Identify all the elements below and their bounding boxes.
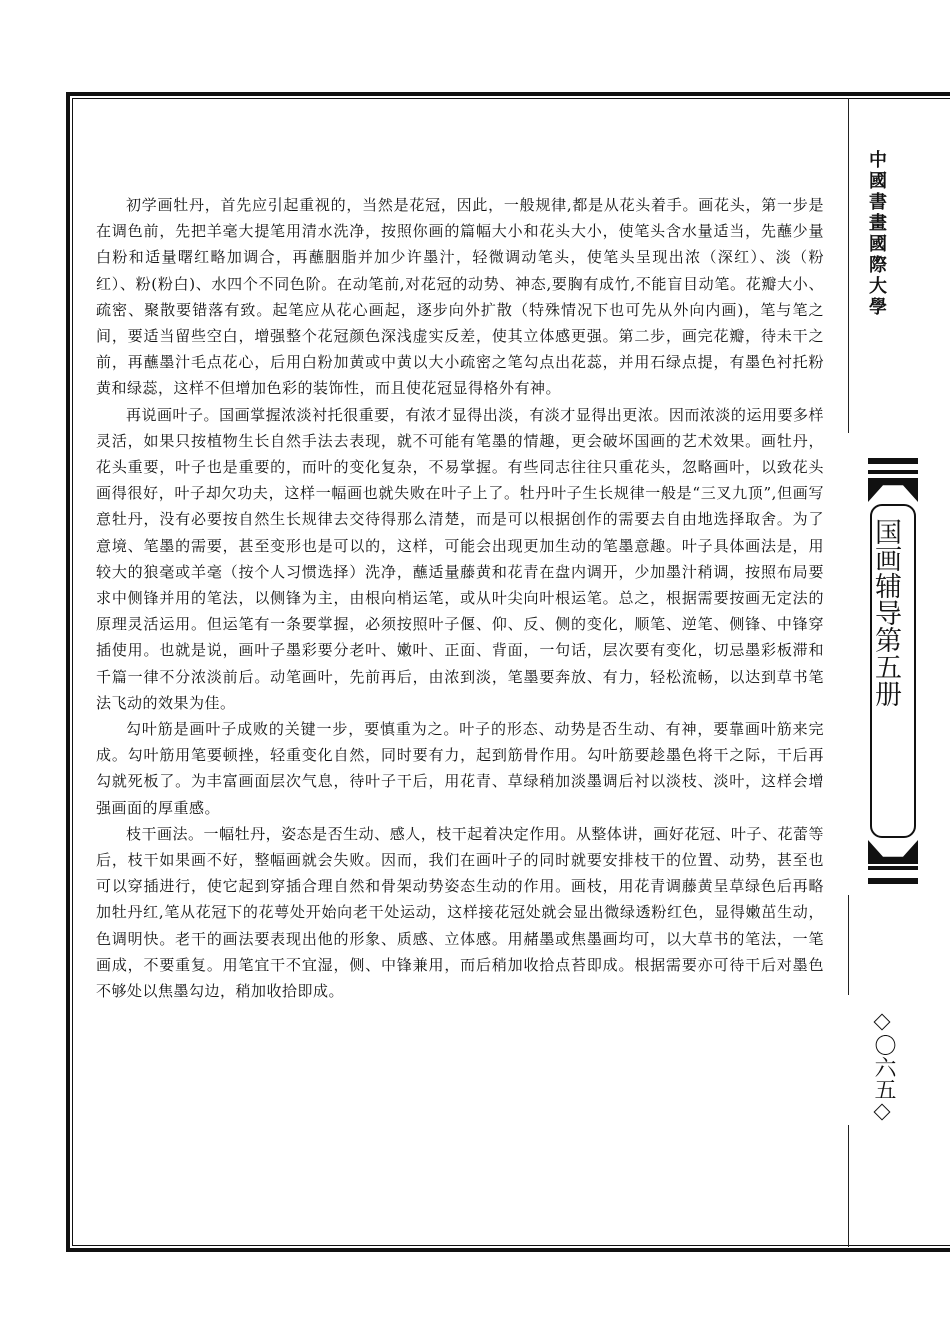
university-name: 中國書畫國際大學 (866, 150, 887, 318)
decor-bar (868, 866, 918, 870)
decor-notch (868, 840, 918, 864)
paragraph-peony-flower: 初学画牡丹，首先应引起重视的，当然是花冠，因此，一般规律,都是从花头着手。画花头，第一步是在调色前，先把羊毫大提笔用清水洗净，按照你画的篇幅大小和花头大小，使笔头含水量适当，先蘸少量白粉和适量曙红略加调合，再蘸胭脂并加少许墨汁，轻微调动笔头，使笔头呈现出浓（深红）、淡（粉红）、粉(粉白)、水四个不同色阶。在动笔前,对花冠的动势、神态,要胸有成竹,不能盲目动笔。花瓣大小、疏密、聚散要错落有致。起笔应从花心画起，逐步向外扩散（特殊情况下也可先从外向内画)，笔与笔之间，要适当留些空白，增强整个花冠颜色深浅虚实反差，使其立体感更强。第二步，画完花瓣，待未干之前，再蘸墨汁毛点花心，后用白粉加黄或中黄以大小疏密之笔勾点出花蕊，并用石绿点提，有墨色衬托粉黄和绿蕊，这样不但增加色彩的装饰性，而且使花冠显得格外有神。 (96, 196, 824, 398)
paragraph-branches: 枝干画法。一幅牡丹，姿态是否生动、感人，枝干起着决定作用。从整体讲，画好花冠、叶子、花蕾等后，枝干如果画不好，整幅画就会失败。因而，我们在画叶子的同时就要安排枝干的位置、动势，甚至也可以穿插进行，使它起到穿插合理自然和骨架动势姿态生动的作用。画枝，用花青调藤黄呈草绿色后再略加牡丹红,笔从花冠下的花萼处开始向老干处运动，这样接花冠处就会显出微绿透粉红色，显得嫩茁生动，色调明快。老干的画法要表现出他的形象、质感、立体感。用赭墨或焦墨画均可，以大草书的笔法，一笔画成，不要重复。用笔宜干不宜湿，侧、中锋兼用，而后稍加收拾点苔即成。根据需要亦可待干后对墨色不够处以焦墨勾边，稍加收拾即成。 (96, 824, 824, 1001)
sidebar-divider (848, 98, 849, 433)
sidebar-divider (848, 895, 849, 995)
paragraph-leaves: 再说画叶子。国画掌握浓淡衬托很重要，有浓才显得出淡，有淡才显得出更浓。因而浓淡的运用要多样灵活，如果只按植物生长自然手法去表现，就不可能有笔墨的情趣，更会破坏国画的艺术效果。画牡丹，花头重要，叶子也是重要的，而叶的变化复杂，不易掌握。有些同志往往只重花头，忽略画叶，以致花头画得很好，叶子却欠功夫，这样一幅画也就失败在叶子上了。牡丹叶子生长规律一般是“三叉九顶”,但画写意牡丹，没有必要按自然生长规律去交待得那么清楚，而是可以根据创作的需要去自由地选择取舍。为了意境、笔墨的需要，甚至变形也是可以的，这样，可能会出现更加生动的笔墨意趣。叶子具体画法是，用较大的狼毫或羊毫（按个人习惯选择）洗净，蘸适量藤黄和花青在盘内调开，少加墨汁稍调，按照布局要求中侧锋并用的笔法，以侧锋为主，由根向梢运笔，或从叶尖向叶根运笔。总之，根据需要按画无定法的原理灵活运用。但运笔有一条要掌握，必须按照叶子偃、仰、反、侧的变化，顺笔、逆笔、侧锋、中锋穿插使用。也就是说，画叶子墨彩要分老叶、嫩叶、正面、背面，一句话，层次要有变化，切忌墨彩板滞和千篇一律不分浓淡前后。动笔画叶，先前再后，由浓到淡，笔墨要奔放、有力，轻松流畅，以达到草书笔法飞动的效果为佳。 (96, 405, 824, 712)
article-body (96, 192, 824, 1004)
decor-bar (868, 878, 918, 884)
diamond-icon (874, 1104, 891, 1121)
page-number: 〇六五 (871, 1034, 896, 1100)
page-number-block (862, 1010, 902, 1124)
decor-bar (868, 458, 918, 464)
decor-bar (868, 470, 918, 474)
book-title: 国画辅导第五册 (870, 518, 901, 707)
decor-notch (868, 478, 918, 502)
book-title-block (868, 458, 918, 888)
sidebar-divider (848, 1125, 849, 1247)
diamond-icon (874, 1014, 891, 1031)
title-frame (870, 504, 916, 838)
paragraph-leaf-veins: 勾叶筋是画叶子成败的关键一步，要慎重为之。叶子的形态、动势是否生动、有神，要靠画叶筋来完成。勾叶筋用笔要顿挫，轻重变化自然，同时要有力，起到筋骨作用。勾叶筋要趁墨色将干之际，干后再勾就死板了。为丰富画面层次气息，待叶子干后，用花青、草绿稍加淡墨调后衬以淡枝、淡叶，这样会增强画面的厚重感。 (96, 720, 824, 817)
